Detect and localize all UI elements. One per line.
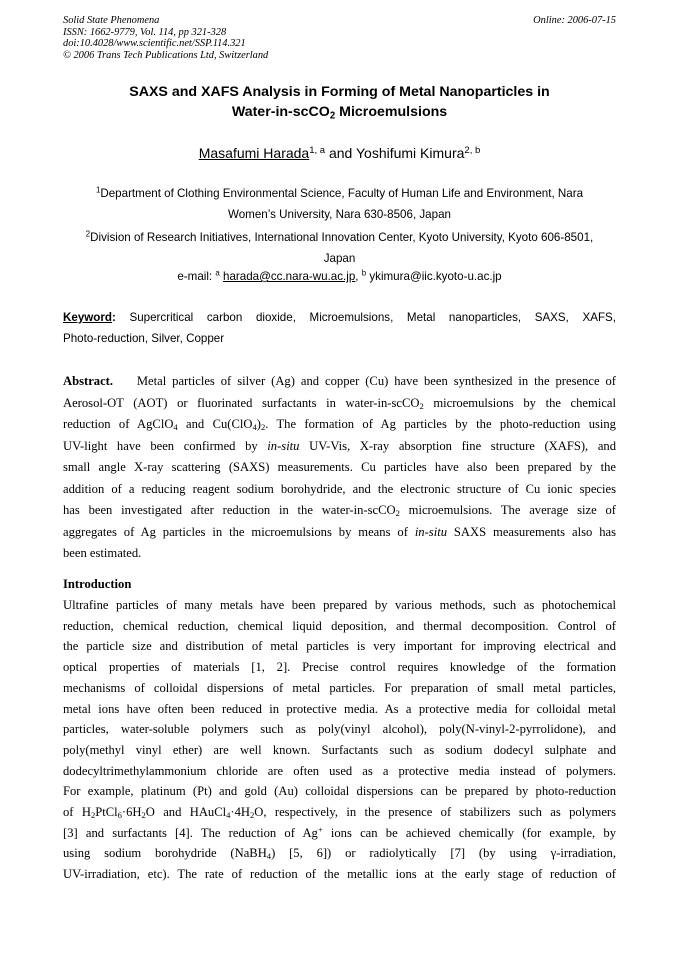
email-line: e-mail: $^a$ harada@cc.nara-wu.ac.jp, $^b$ ykimura@iic.kyoto-u.ac.jp <box>177 268 502 283</box>
author-list: Masafumi Harada$^{1, a}$ and Yoshifumi Kimura$^{2, b}$ <box>198 144 481 161</box>
title-line-1: SAXS and XAFS Analysis in Forming of Metal Nanoparticles in <box>129 84 550 100</box>
author-name: Masafumi Harada <box>198 145 310 161</box>
issn-line: ISSN: 1662-9779, Vol. 114, pp 321-328 <box>63 26 227 38</box>
author-name: Yoshifumi Kimura <box>355 145 465 161</box>
journal-name: Solid State Phenomena <box>63 15 160 26</box>
doi-line: doi:10.4028/www.scientific.net/SSP.114.321 <box>63 38 246 50</box>
email-address-kimura: ykimura@iic.kyoto-u.ac.jp <box>369 270 502 283</box>
keywords-label: Keyword <box>63 311 112 324</box>
email-link-harada[interactable]: harada@cc.nara-wu.ac.jp <box>223 270 356 283</box>
affiliation-1: $^1$Department of Clothing Environmental Science, Faculty of Human Life and Environment, Nara Women’s University, Nara 630-8506, Japan <box>95 185 584 221</box>
title-line-2: Water-in-scCO$_2$ Microemulsions <box>231 104 448 122</box>
abstract-label: Abstract. <box>63 374 114 388</box>
introduction-body: Ultrafine particles of many metals have been prepared by various methods, such as photochemical reduction, chemical reduction, chemical liquid deposition, and thermal decomposition. Control of the particle size and distribution of metal particles is very important for improving electrical and optical properties of materials [1, 2]. Precise control requires knowledge of the formation mechanisms of colloidal dispersions of metal particles. For preparation of small metal particles, metal ions have often been reduced in protective media. As a protective media for colloidal metal particles, water-soluble polymers such as poly(vinyl alcohol), poly(N-vinyl-2-pyrrolidone), and poly(methyl vinyl ether) are well known. Surfactants such as sodium dodecyl sulphate and dodecyltrimethylammonium chloride are often used as a protective media instead of polymers. For example, platinum (Pt) and gold (Au) colloidal dispersions can be prepared by photo-reduction of $H_2PtCl_6\cdot 6H_2O$ and $HAuCl_4\cdot 4H_2O$, respectively, in the presence of stabilizers such as polymers [3] and surfactants [4]. The reduction of Ag+ ions can be achieved chemically (for example, by using sodium borohydride (NaBH$_4$) [5, 6]) or radiolytically [7] (by using γ-irradiation, UV-irradiation, etc). The rate of reduction of the metallic ions at the early stage of reduction of <box>63 598 617 882</box>
journal-header <box>63 15 616 61</box>
paper-title <box>63 82 616 122</box>
abstract-section: Abstract. Metal particles of silver (Ag) and copper (Cu) have been synthesized in the presence of Aerosol-OT (AOT) or fluorinated surfactants in water-in-scCO$_2$ microemulsions by the chemical reduction of AgClO$_4$ and $Cu(ClO_4)_2$. The formation of Ag particles by the photo-reduction using UV-light have been confirmed by in-situ UV-Vis, X-ray absorption fine structure (XAFS), and small angle X-ray scattering (SAXS) measurements. Cu particles have also been prepared by the addition of a reducing reagent sodium borohydride, and the electronic structure of Cu ionic species has been investigated after reduction in the water-in-scCO$_2$ microemulsions. The average size of aggregates of Ag particles in the microemulsions by means of in-situ SAXS measurements also has been estimated. <box>63 374 617 560</box>
keywords-section: Keyword: Supercritical carbon dioxide, Microemulsions, Metal nanoparticles, SAXS, XAFS, Photo-reduction, Silver, Copper <box>63 311 616 345</box>
introduction-heading: Introduction <box>63 577 132 591</box>
online-date: Online: 2006-07-15 <box>533 15 616 26</box>
copyright-line: © 2006 Trans Tech Publications Ltd, Switzerland <box>63 49 269 61</box>
affiliation-2: $^2$Division of Research Initiatives, International Innovation Center, Kyoto University, Kyoto 606-8501, Japan <box>85 229 594 265</box>
